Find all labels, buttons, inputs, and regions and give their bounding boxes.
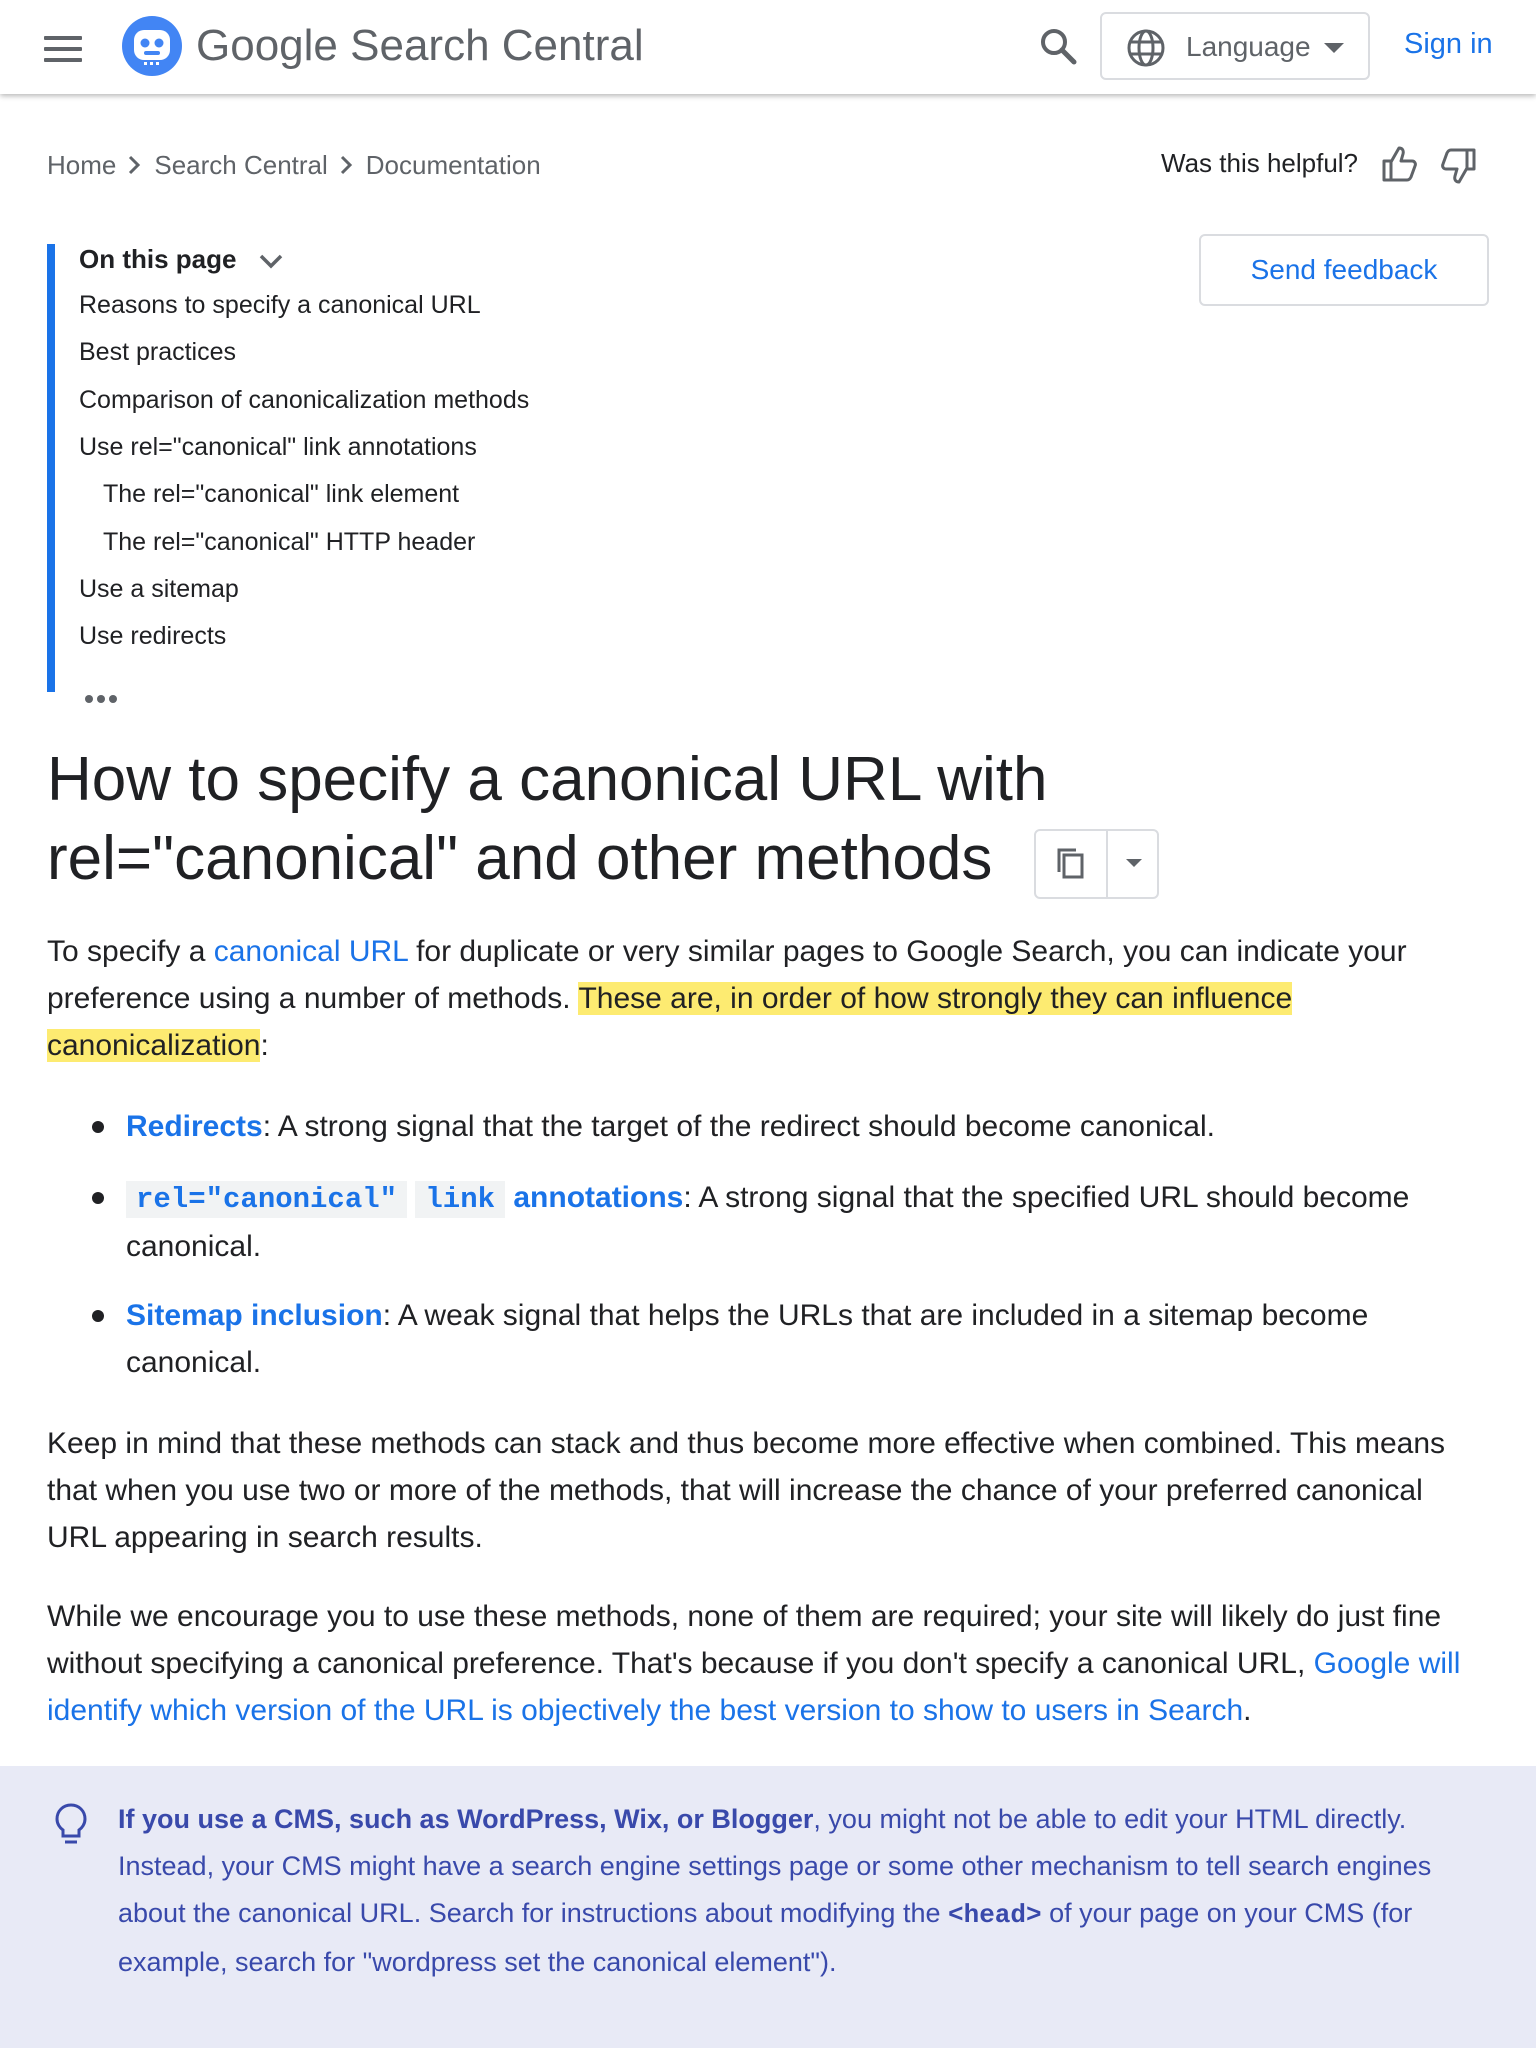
list-item-text: : A strong signal that the specified URL should become canonical. <box>126 1181 1410 1263</box>
list-bullet <box>92 1310 104 1322</box>
list-bullet <box>92 1121 104 1133</box>
thumb-up-icon[interactable] <box>1380 144 1420 184</box>
language-label: Language <box>1186 31 1311 62</box>
breadcrumb <box>47 148 541 181</box>
brand-google: Google <box>196 21 338 70</box>
toc-item[interactable]: Comparison of canonicalization methods <box>79 386 530 414</box>
globe-icon <box>1126 28 1166 68</box>
google-identify-link[interactable]: Google will identify which version of the URL is objectively the best version to show to users in Search <box>47 1647 1461 1727</box>
page-title-line-1: How to specify a canonical URL with <box>47 745 1048 814</box>
intro-text: : <box>260 1029 269 1062</box>
code-rel-canonical[interactable]: rel="canonical" <box>126 1181 407 1218</box>
lightbulb-icon <box>54 1802 88 1848</box>
chevron-right-icon <box>116 152 154 178</box>
list-item-sitemap <box>126 1292 1466 1386</box>
highlighted-text: These are, in order of how strongly they can influence canonicalization <box>47 982 1293 1062</box>
intro-paragraph <box>47 928 1487 1069</box>
chevron-right-icon <box>328 152 366 178</box>
toc-title: On this page <box>79 244 237 274</box>
thumb-down-icon[interactable] <box>1438 146 1478 186</box>
toc-item[interactable]: The rel="canonical" link element <box>103 480 460 508</box>
toc-item[interactable]: Use redirects <box>79 622 227 650</box>
brand-title[interactable] <box>196 18 644 74</box>
code-link[interactable]: link <box>415 1181 505 1218</box>
toc-toggle[interactable] <box>79 244 284 275</box>
language-selector[interactable] <box>1100 12 1370 80</box>
code-head: <head> <box>947 1900 1042 1930</box>
was-this-helpful-label: Was this helpful? <box>1161 148 1359 178</box>
note-body: of your page on your CMS (for example, search for "wordpress set the canonical element"). <box>118 1898 1413 1977</box>
top-app-bar <box>0 0 1536 94</box>
canonical-url-link[interactable]: canonical URL <box>213 935 408 968</box>
list-item-link-annotations <box>126 1174 1466 1270</box>
more-horiz-icon[interactable] <box>85 690 125 704</box>
redirects-link[interactable]: Redirects <box>126 1110 263 1143</box>
copy-icon[interactable] <box>1052 845 1090 883</box>
note-body: , you might not be able to edit your HTML directly. Instead, your CMS might have a search engine settings page or some other mechanism to tell search engines about the canonical URL. Search for instructions about modifying the <box>118 1804 1432 1928</box>
annotations-link[interactable]: annotations <box>513 1181 684 1214</box>
paragraph-text: . <box>1243 1694 1252 1727</box>
caret-down-icon[interactable] <box>1126 859 1142 867</box>
on-this-page-toc <box>47 244 647 692</box>
chevron-down-icon <box>258 252 284 270</box>
send-feedback-button[interactable]: Send feedback <box>1199 234 1489 306</box>
toc-accent-bar <box>47 244 55 692</box>
intro-text: for duplicate or very similar pages to Google Search, you can indicate your preference using a number of methods. <box>47 935 1407 1015</box>
not-required-paragraph <box>47 1593 1487 1734</box>
sitemap-inclusion-link[interactable]: Sitemap inclusion <box>126 1299 383 1332</box>
list-item-redirects <box>126 1103 1466 1150</box>
note-bold-text: If you use a CMS, such as WordPress, Wix, or Blogger <box>118 1804 814 1834</box>
stacking-paragraph: Keep in mind that these methods can stack and thus become more effective when combined. This means that when you use two or more of the methods, that will increase the chance of your preferred canonical URL appearing in search results. <box>47 1427 1446 1554</box>
intro-text: To specify a <box>47 935 214 968</box>
page-title-line-2: rel="canonical" and other methods <box>47 824 993 893</box>
toc-item[interactable]: Reasons to specify a canonical URL <box>79 291 481 319</box>
button-divider <box>1106 831 1108 897</box>
brand-product: Search Central <box>350 21 644 70</box>
note-text <box>118 1796 1498 1986</box>
sign-in-link[interactable]: Sign in <box>1404 28 1493 60</box>
breadcrumb-home[interactable]: Home <box>47 149 117 180</box>
list-item-text: : A strong signal that the target of the redirect should become canonical. <box>262 1110 1215 1143</box>
toc-item[interactable]: Best practices <box>79 338 237 366</box>
paragraph-text: While we encourage you to use these methods, none of them are required; your site will likely do just fine without specifying a canonical preference. That's because if you don't specify a canonical URL, <box>47 1600 1442 1680</box>
toc-item[interactable]: Use a sitemap <box>79 575 239 603</box>
breadcrumb-documentation[interactable]: Documentation <box>365 149 541 180</box>
toc-item[interactable]: Use rel="canonical" link annotations <box>79 433 477 461</box>
menu-icon[interactable] <box>44 36 82 62</box>
toc-item[interactable]: The rel="canonical" HTTP header <box>103 528 476 556</box>
caret-down-icon <box>1324 43 1344 53</box>
list-bullet <box>92 1192 104 1204</box>
cms-note-box <box>0 1766 1536 2048</box>
developer-logo-icon[interactable] <box>120 14 184 78</box>
breadcrumb-search-central[interactable]: Search Central <box>154 149 328 180</box>
search-icon[interactable] <box>1036 24 1080 68</box>
copy-page-button-group <box>1034 829 1159 899</box>
list-item-text: : A weak signal that helps the URLs that are included in a sitemap become canonical. <box>126 1299 1369 1379</box>
